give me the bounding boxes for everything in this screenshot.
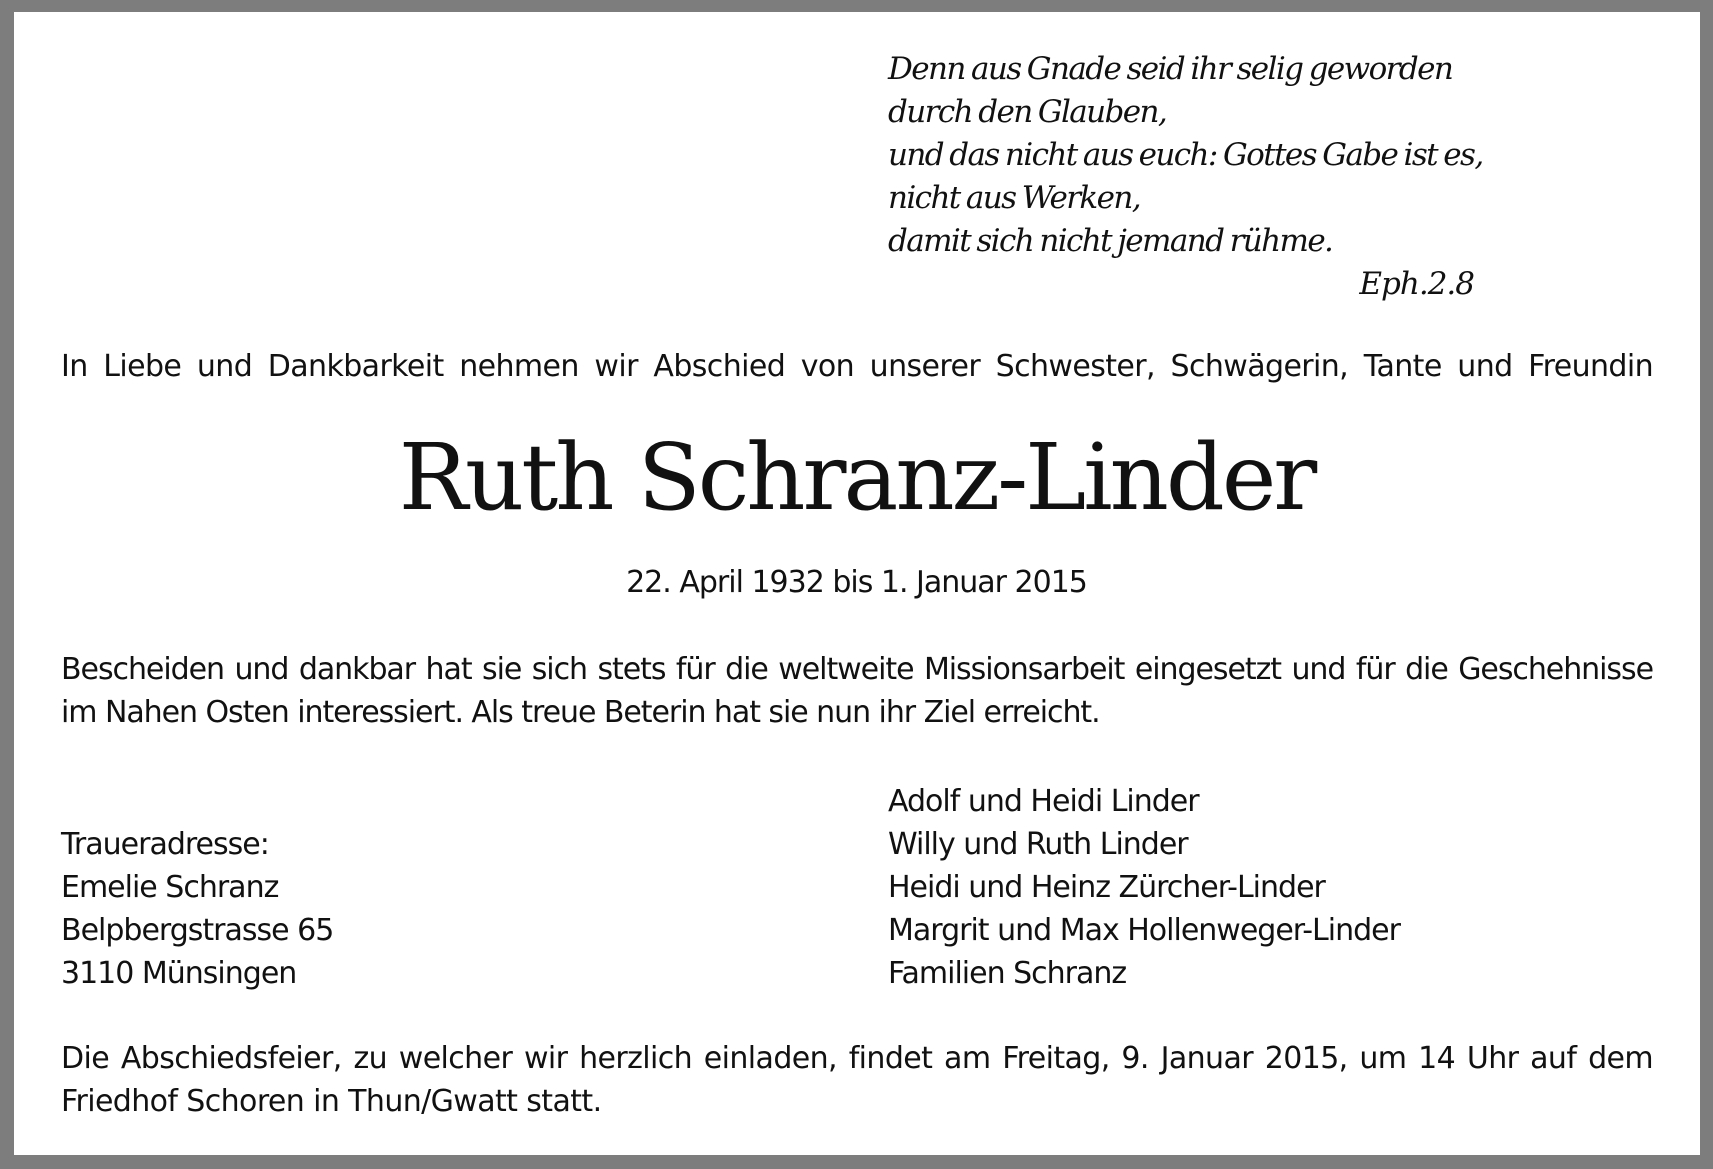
relative-name: Adolf und Heidi Linder: [888, 784, 1199, 819]
relatives-list: [888, 780, 1588, 995]
deceased-name: Ruth Schranz-Linder: [398, 424, 1315, 531]
bible-verse: [888, 48, 1483, 306]
mourning-address: [61, 823, 661, 995]
relative-name: Margrit und Max Hollenweger-Linder: [888, 913, 1400, 948]
life-dates: 22. April 1932 bis 1. Januar 2015: [626, 565, 1087, 600]
verse-line: und das nicht aus euch: Gottes Gabe ist es,: [888, 137, 1483, 173]
ceremony-line: Friedhof Schoren in Thun/Gwatt statt.: [61, 1084, 602, 1119]
tribute-line: Bescheiden und dankbar hat sie sich stets für die weltweite Missionsarbeit eingesetzt und für die Geschehnisse: [61, 652, 1653, 687]
tribute-paragraph: [61, 648, 1653, 734]
relative-name: Familien Schranz: [888, 956, 1127, 991]
address-line: Belpbergstrasse 65: [61, 913, 334, 948]
verse-line: damit sich nicht jemand rühme.: [888, 223, 1333, 259]
address-line: 3110 Münsingen: [61, 956, 297, 991]
address-label: Traueradresse:: [61, 827, 269, 862]
relative-name: Willy und Ruth Linder: [888, 827, 1188, 862]
ceremony-paragraph: [61, 1037, 1653, 1123]
verse-line: durch den Glauben,: [888, 94, 1167, 130]
verse-line: Denn aus Gnade seid ihr selig geworden: [888, 51, 1453, 87]
address-line: Emelie Schranz: [61, 870, 279, 905]
verse-reference: Eph.2.8: [1359, 266, 1474, 302]
tribute-line: im Nahen Osten interessiert. Als treue Beterin hat sie nun ihr Ziel erreicht.: [61, 695, 1100, 730]
ceremony-line: Die Abschiedsfeier, zu welcher wir herzlich einladen, findet am Freitag, 9. Januar 2015, um 14 Uhr auf dem: [61, 1041, 1653, 1076]
intro-text: In Liebe und Dankbarkeit nehmen wir Abschied von unserer Schwester, Schwägerin, Tante und Freundin: [61, 349, 1653, 384]
verse-line: nicht aus Werken,: [888, 180, 1140, 216]
relative-name: Heidi und Heinz Zürcher-Linder: [888, 870, 1325, 905]
